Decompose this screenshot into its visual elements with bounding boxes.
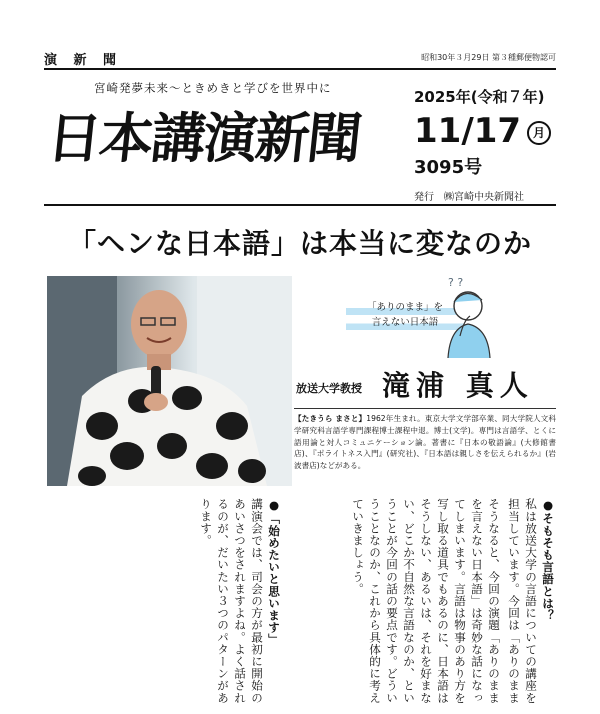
badge-line-1: 「ありのまま」を — [346, 300, 464, 315]
bio-text: 1962年生まれ。東京大学文学部卒業、同大学院人文科学研究科言語学専門課程博士課程中退。博士(文学)。専門は言語学、とくに語用論と対人コミュニケーション論。著書に『日本の敬語論』(大修館書店)、『ポライトネス入門』(研究社)、『日本語は親しさを伝えられるか』(岩波書店)などがある。 — [294, 414, 556, 471]
publisher: 発行 ㈱宮崎中央新聞社 — [414, 192, 524, 203]
column-2-text: そうなると、今回の演題「ありのままを言えない日本語」は奇妙な話になってしまいます。言語は物事のあり方を写し取る道具でもあるのに、日本語はそうしない、あるいは、それを好まない、どこか不自然な言語なのか、ということが今回の話の要点です。どういうことなのか、これから具体的に考えていきましょう。 — [351, 498, 501, 704]
issue-date — [414, 111, 564, 151]
weekday-badge: 月 — [527, 121, 551, 145]
brand-label: 演 新 聞 — [44, 53, 123, 68]
column-3-text: 講演会では、司会の方が最初に開始のあいさつをされますよね。よく話されるのが、だいたい３つのパターンがあります。 — [199, 498, 264, 704]
thinking-person-icon — [436, 272, 498, 358]
top-bar — [0, 0, 600, 68]
issue-year: 2025年(令和７年) — [414, 88, 545, 106]
section-heading-2: ●「始めたいと思います」 — [267, 498, 281, 646]
masthead-text: 日本講演新聞 — [44, 106, 363, 170]
date-block — [414, 86, 564, 179]
badge-line-2: 言えない日本語 — [346, 315, 464, 330]
issue-date-text: 11/17 — [414, 111, 522, 151]
column-3 — [44, 498, 282, 714]
author-bio — [294, 408, 556, 489]
masthead-logo — [44, 96, 398, 192]
speaker-photo — [47, 276, 292, 486]
author-role: 放送大学教授 — [296, 382, 362, 395]
article-headline: 「ヘンな日本語」は本当に変なのか — [67, 227, 532, 260]
svg-text:? ?: ? ? — [448, 276, 464, 289]
bio-name: 【たきうら まさと】 — [294, 414, 367, 423]
column-2 — [288, 498, 502, 714]
article-body — [44, 498, 556, 714]
author-name: 滝浦 真人 — [382, 369, 534, 402]
column-1 — [506, 498, 556, 714]
section-heading-1: ●そもそも言語とは？ — [541, 498, 555, 622]
speaker-illustration — [47, 276, 292, 486]
top-rule — [44, 68, 556, 70]
column-1-text: 私は放送大学の言語についての講座を担当しています。今回は「ありのまま — [507, 498, 538, 704]
issue-number: 3095号 — [414, 157, 483, 178]
postal-permit: 昭和30年３月29日 第３種郵便物認可 — [421, 53, 556, 62]
catchphrase: 宮崎発夢未来～ときめきと学びを世界中に — [94, 81, 332, 95]
header-rule — [44, 204, 556, 206]
